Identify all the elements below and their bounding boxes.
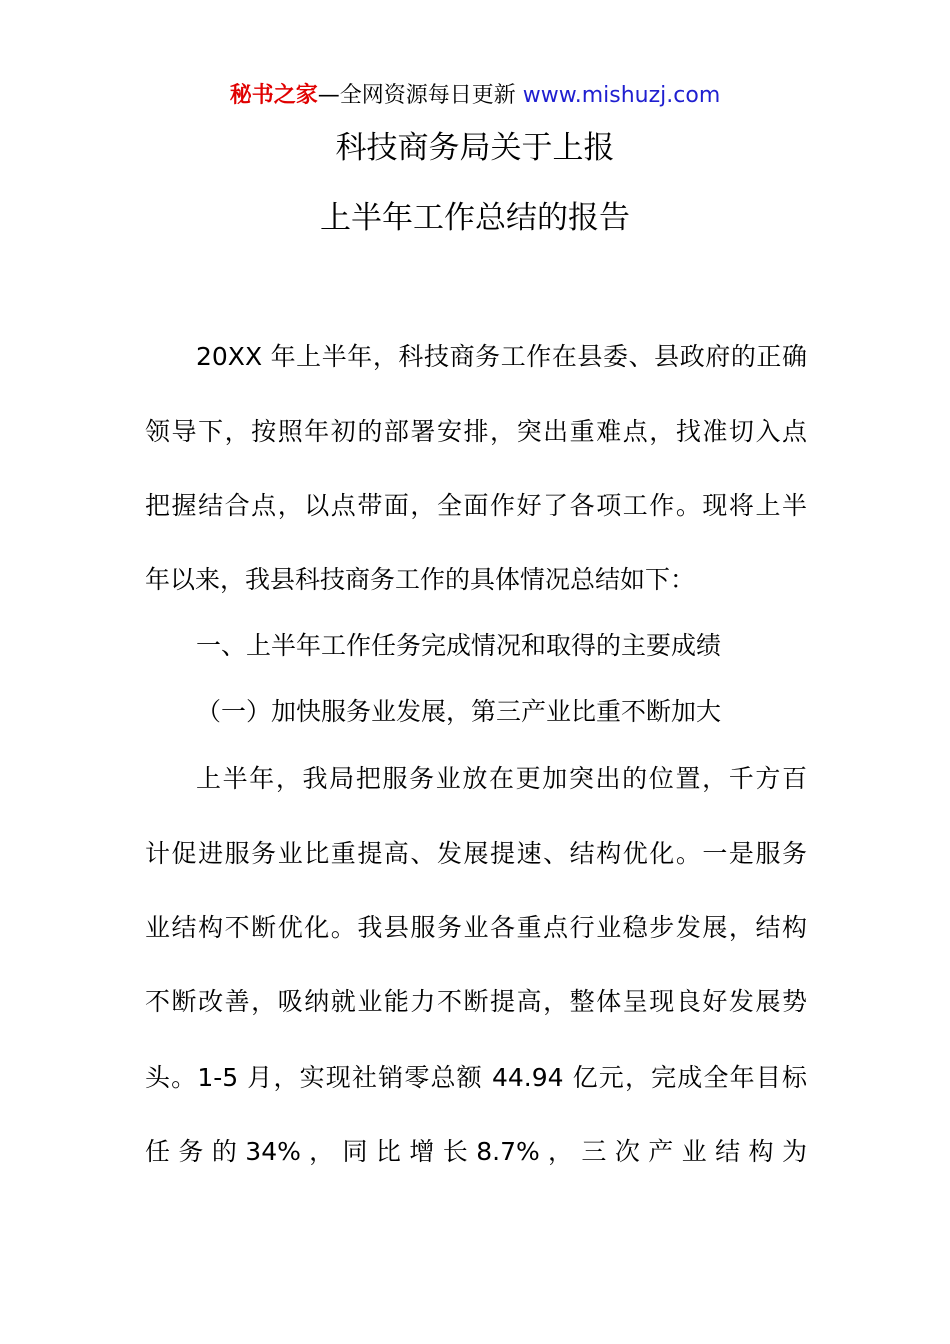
section-heading-1: 一、上半年工作任务完成情况和取得的主要成绩 [196, 631, 722, 660]
paragraph-1-line-2: 领导下，按照年初的部署安排，突出重难点，找准切入点 [145, 417, 807, 446]
document-title-line-1: 科技商务局关于上报 [335, 130, 615, 166]
paragraph-2-line-5: 头。1-5 月，实现社销零总额 44.94 亿元，完成全年目标 [145, 1063, 807, 1092]
paragraph-1-line-1: 20XX 年上半年，科技商务工作在县委、县政府的正确 [196, 342, 807, 371]
document-title-line-2: 上半年工作总结的报告 [320, 200, 630, 236]
paragraph-1-line-4: 年以来，我县科技商务工作的具体情况总结如下： [145, 565, 696, 594]
site-tagline: —全网资源每日更新 [317, 83, 523, 108]
site-header [0, 82, 950, 110]
paragraph-2-line-1: 上半年，我局把服务业放在更加突出的位置，千方百 [196, 764, 807, 793]
paragraph-2-line-6: 任 务 的 34% ， 同 比 增 长 8.7% ， 三 次 产 业 结 构 为 [145, 1137, 807, 1166]
site-url-link[interactable]: www.mishuzj.com [522, 83, 721, 108]
paragraph-2-line-4: 不断改善，吸纳就业能力不断提高，整体呈现良好发展势 [145, 987, 807, 1016]
paragraph-1-line-3: 把握结合点，以点带面，全面作好了各项工作。现将上半 [145, 491, 807, 520]
paragraph-2-line-2: 计促进服务业比重提高、发展提速、结构优化。一是服务 [145, 839, 807, 868]
site-brand: 秘书之家 [229, 83, 318, 108]
section-heading-2: （一）加快服务业发展，第三产业比重不断加大 [196, 697, 722, 726]
paragraph-2-line-3: 业结构不断优化。我县服务业各重点行业稳步发展，结构 [145, 913, 807, 942]
